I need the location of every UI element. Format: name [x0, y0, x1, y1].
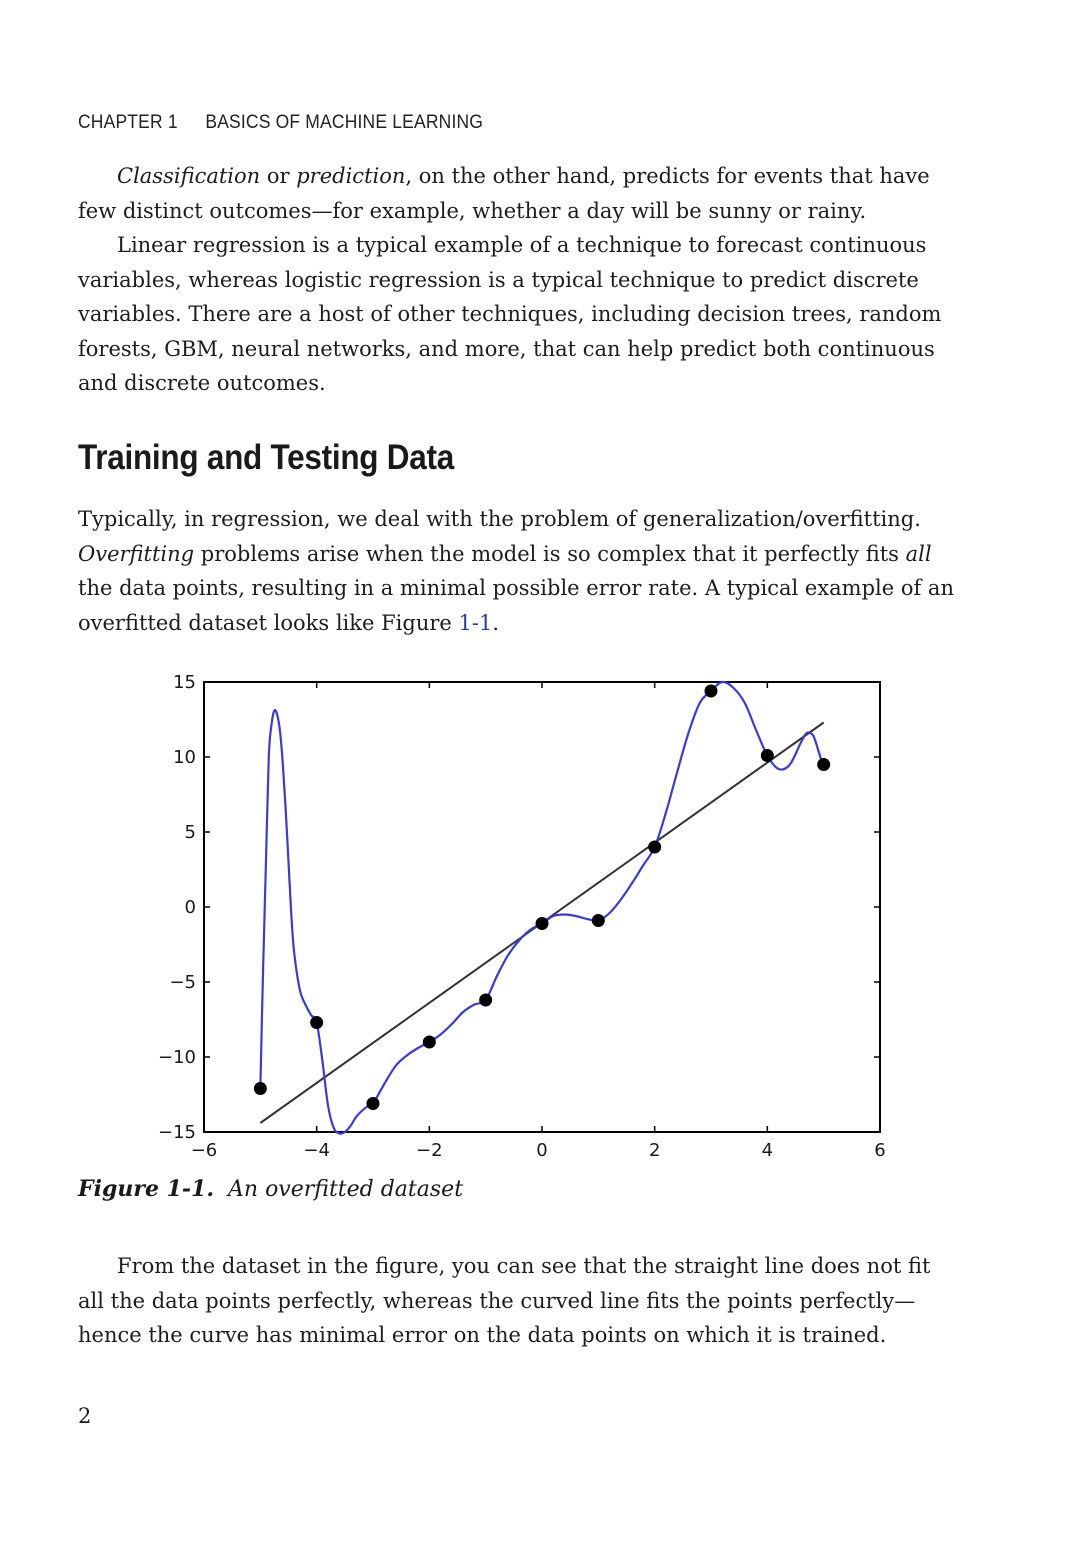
paragraph-overfitting — [78, 502, 958, 640]
x-tick-label: −4 — [303, 1140, 330, 1161]
figure-caption — [78, 1176, 463, 1202]
term-prediction: prediction — [296, 164, 406, 188]
chapter-title: BASICS OF MACHINE LEARNING — [205, 112, 484, 133]
emphasis-all: all — [905, 541, 932, 566]
chapter-label: CHAPTER 1 — [78, 112, 178, 133]
data-point — [254, 1082, 267, 1095]
paragraph-text: Typically, in regression, we deal with the problem of generalization/overfitting. — [78, 507, 921, 531]
y-tick-label: 15 — [173, 672, 196, 693]
paragraph-regression-techniques: Linear regression is a typical example of a technique to forecast continuous variables, whereas logistic regression is a typical technique to predict discrete variables. There are a host of other techniques, including decision trees, random forests, GBM, neural networks, and more, that can help predict both continuous and discrete outcomes. — [78, 233, 942, 395]
paragraph-text: the data points, resulting in a minimal possible error rate. A typical example of an overfitted dataset looks like Figure — [78, 576, 954, 635]
x-tick-label: −2 — [416, 1140, 443, 1161]
data-point — [761, 749, 774, 762]
y-tick-label: −5 — [169, 972, 196, 993]
data-point — [367, 1097, 380, 1110]
x-tick-label: 4 — [761, 1140, 774, 1161]
section-heading: Training and Testing Data — [78, 438, 454, 477]
y-tick-label: 5 — [184, 822, 196, 843]
figure-reference-link[interactable]: 1-1 — [458, 610, 493, 635]
term-overfitting: Overfitting — [78, 541, 195, 566]
y-tick-label: 10 — [173, 747, 196, 768]
paragraph-conclusion: From the dataset in the figure, you can see that the straight line does not fit all the data points perfectly, whereas the curved line fits the points perfectly—hence the curve has minimal error on the data points on which it is trained. — [78, 1254, 931, 1347]
x-tick-label: −6 — [190, 1140, 218, 1161]
data-point — [536, 917, 549, 930]
data-point — [648, 841, 661, 854]
y-tick-label: −10 — [158, 1047, 196, 1068]
paragraph-text: , on the other hand, predicts for events that have few distinct outcomes—for example, whether a day will be sunny or rainy. — [78, 164, 930, 223]
data-point — [423, 1036, 436, 1049]
paragraph-text: problems arise when the model is so complex that it perfectly fits — [194, 541, 906, 566]
paragraph-classification — [78, 159, 958, 228]
figure-caption-text: An overfitted dataset — [228, 1177, 464, 1202]
conjunction: or — [260, 164, 297, 188]
x-tick-label: 6 — [874, 1140, 886, 1161]
data-point — [817, 758, 830, 771]
paragraph-text: . — [492, 610, 499, 635]
plot-frame — [204, 682, 880, 1132]
data-point — [479, 994, 492, 1007]
data-point — [592, 914, 605, 927]
data-point — [705, 685, 718, 698]
figure-label: Figure 1-1. — [78, 1176, 215, 1202]
x-tick-label: 2 — [648, 1140, 661, 1161]
page-number: 2 — [78, 1404, 92, 1428]
y-tick-label: 0 — [184, 897, 196, 918]
x-tick-label: 0 — [536, 1140, 548, 1161]
overfitting-chart — [140, 660, 900, 1170]
term-classification: Classification — [117, 164, 261, 188]
running-header — [78, 112, 483, 134]
y-tick-label: −15 — [158, 1122, 196, 1143]
data-point — [310, 1016, 323, 1029]
